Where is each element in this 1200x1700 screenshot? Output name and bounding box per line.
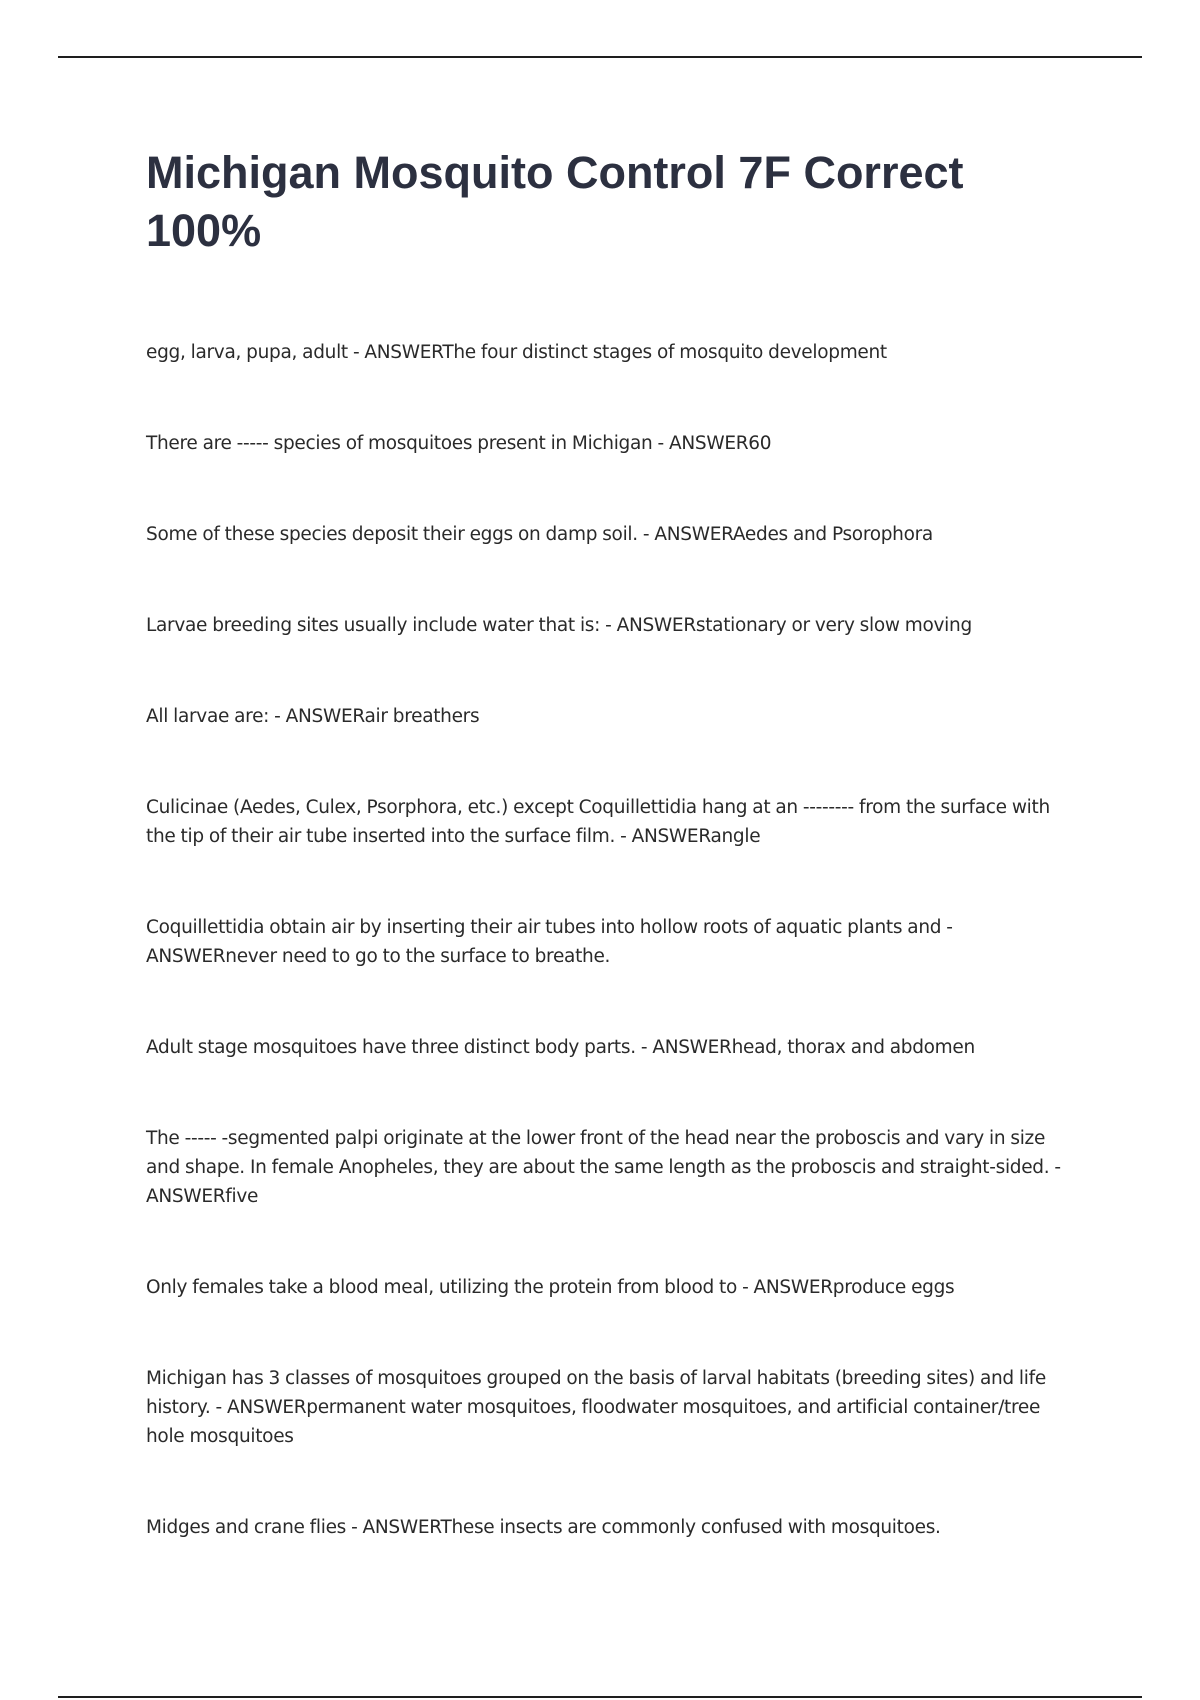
qa-item: Coquillettidia obtain air by inserting their air tubes into hollow roots of aquatic plants and - ANSWERnever need to go to the surface to breathe. xyxy=(146,917,953,967)
qa-item: Larvae breeding sites usually include water that is: - ANSWERstationary or very slow moving xyxy=(146,615,972,636)
qa-item: Only females take a blood meal, utilizing the protein from blood to - ANSWERproduce eggs xyxy=(146,1277,955,1298)
qa-item: All larvae are: - ANSWERair breathers xyxy=(146,706,480,727)
top-rule xyxy=(58,56,1142,58)
qa-item: Some of these species deposit their eggs on damp soil. - ANSWERAedes and Psorophora xyxy=(146,524,933,545)
qa-item: There are ----- species of mosquitoes present in Michigan - ANSWER60 xyxy=(146,433,772,454)
qa-item: egg, larva, pupa, adult - ANSWERThe four distinct stages of mosquito development xyxy=(146,342,887,363)
qa-item: Adult stage mosquitoes have three distinct body parts. - ANSWERhead, thorax and abdomen xyxy=(146,1037,975,1058)
qa-item: Midges and crane flies - ANSWERThese insects are commonly confused with mosquitoes. xyxy=(146,1517,941,1538)
qa-item: The ----- -segmented palpi originate at the lower front of the head near the proboscis and vary in size and shape. In female Anopheles, they are about the same length as the proboscis and straight-sided. - ANSWERfive xyxy=(146,1128,1061,1207)
bottom-rule xyxy=(58,1696,1142,1698)
qa-item: Culicinae (Aedes, Culex, Psorphora, etc.) except Coquillettidia hang at an -------- from the surface with the tip of their air tube inserted into the surface film. - ANSWERangle xyxy=(146,797,1050,847)
page-title: Michigan Mosquito Control 7F Correct 100% xyxy=(146,147,964,256)
qa-item: Michigan has 3 classes of mosquitoes grouped on the basis of larval habitats (breeding sites) and life history. - ANSWERpermanent water mosquitoes, floodwater mosquitoes, and artificial container/tree hole mosquitoes xyxy=(146,1368,1046,1447)
qa-list xyxy=(146,338,1066,1604)
